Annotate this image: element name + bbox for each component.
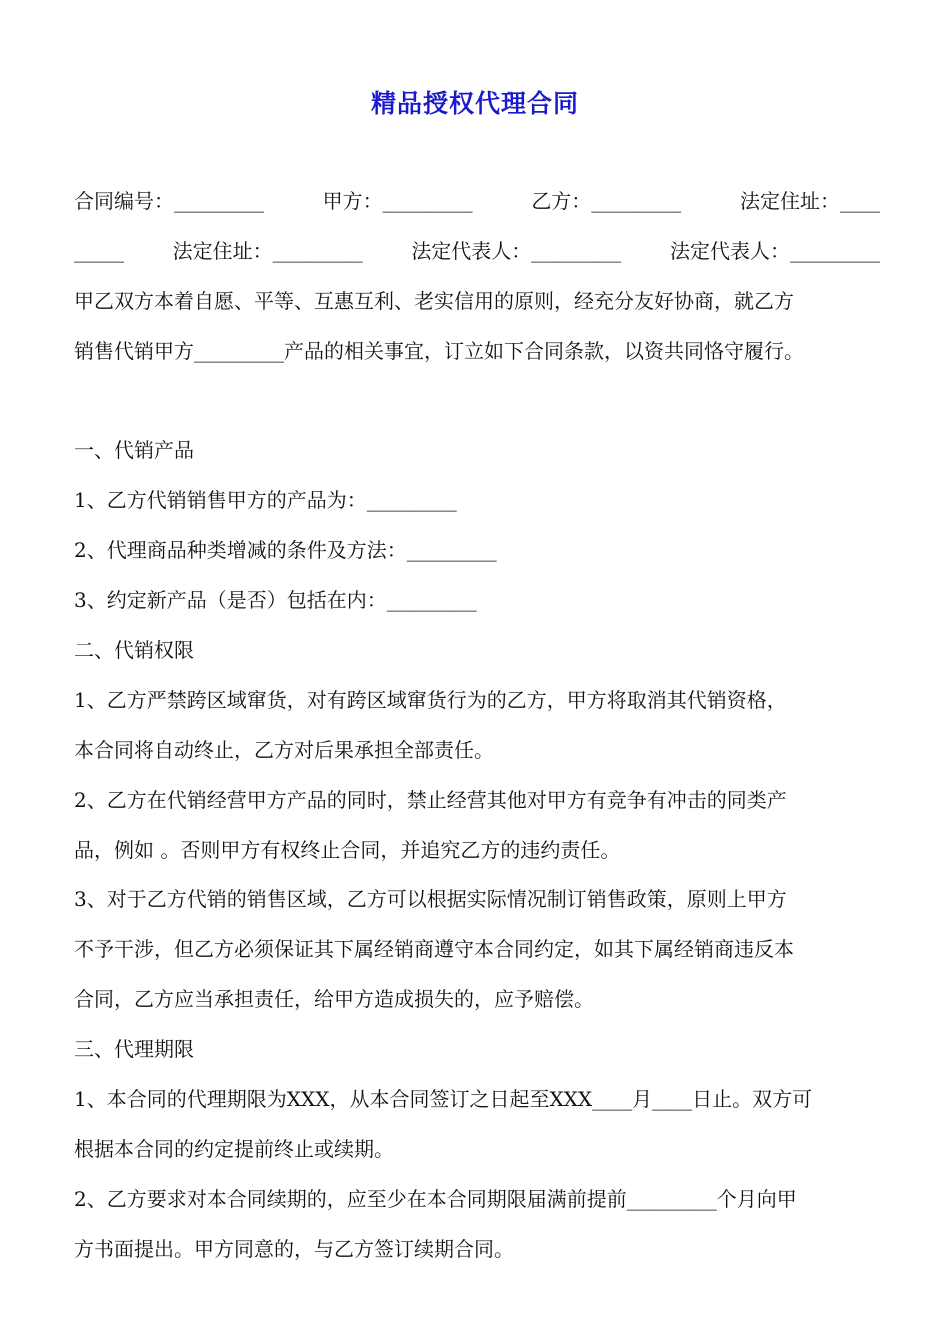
- legal-address-continuation: _____: [74, 239, 124, 263]
- section-line: 1、乙方代销销售甲方的产品为：_________: [74, 488, 457, 512]
- document-title: 精品授权代理合同: [370, 89, 579, 118]
- legal-representative-field-a: 法定代表人：_________: [411, 239, 622, 263]
- section-heading: 二、代销权限: [74, 638, 194, 662]
- section-heading: 一、代销产品: [74, 438, 194, 462]
- header-row-2: [74, 236, 880, 266]
- section-line: 1、乙方严禁跨区域窜货，对有跨区域窜货行为的乙方，甲方将取消其代销资格，: [74, 688, 787, 712]
- section-line: 本合同将自动终止，乙方对后果承担全部责任。: [74, 738, 494, 762]
- section-line: 品，例如 。否则甲方有权终止合同，并追究乙方的违约责任。: [74, 838, 621, 862]
- section-line: 3、约定新产品（是否）包括在内：_________: [74, 588, 477, 612]
- legal-address-field-b: 法定住址：_________: [172, 239, 363, 263]
- section-line: 不予干涉，但乙方必须保证其下属经销商遵守本合同约定，如其下属经销商违反本: [74, 937, 794, 961]
- section-line: 1、本合同的代理期限为XXX，从本合同签订之日起至XXX____月____日止。双方可: [74, 1087, 813, 1111]
- section-line: 2、乙方在代销经营甲方产品的同时，禁止经营其他对甲方有竞争有冲击的同类产: [74, 788, 787, 812]
- section-line: 方书面提出。甲方同意的，与乙方签订续期合同。: [74, 1237, 514, 1261]
- section-heading: 三、代理期限: [74, 1037, 194, 1061]
- section-line: 根据本合同的约定提前终止或续期。: [74, 1137, 394, 1161]
- legal-representative-field-b: 法定代表人：_________: [669, 239, 880, 263]
- header-row-1: [74, 186, 880, 216]
- party-b-field: 乙方：_________: [531, 189, 682, 213]
- intro-line-2: 销售代销甲方_________产品的相关事宜，订立如下合同条款，以资共同恪守履行。: [74, 339, 804, 363]
- legal-address-field-a: 法定住址：____: [739, 189, 880, 213]
- contract-number-field: 合同编号：_________: [74, 189, 264, 213]
- party-a-field: 甲方：_________: [322, 189, 473, 213]
- intro-line-1: 甲乙双方本着自愿、平等、互惠互利、老实信用的原则，经充分友好协商，就乙方: [74, 289, 794, 313]
- section-line: 2、代理商品种类增减的条件及方法：_________: [74, 538, 497, 562]
- section-line: 合同，乙方应当承担责任，给甲方造成损失的，应予赔偿。: [74, 987, 594, 1011]
- section-line: 3、对于乙方代销的销售区域，乙方可以根据实际情况制订销售政策，原则上甲方: [74, 887, 787, 911]
- section-line: 2、乙方要求对本合同续期的，应至少在本合同期限届满前提前_________个月向甲: [74, 1187, 797, 1211]
